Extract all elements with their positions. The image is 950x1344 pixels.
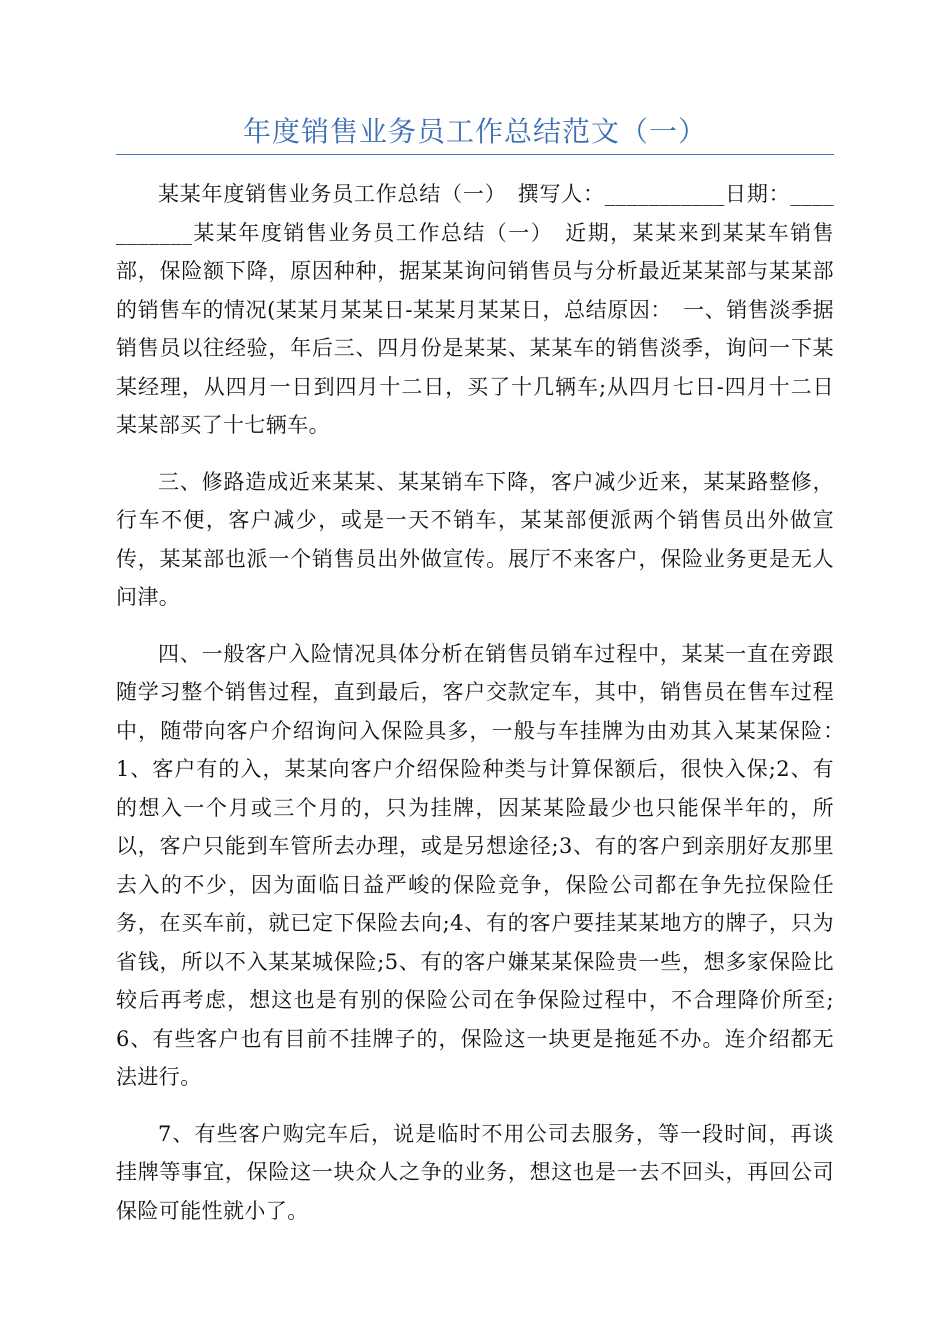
paragraph-after-purchase: 7、有些客户购完车后，说是临时不用公司去服务，等一段时间，再谈挂牌等事宜，保险这一块众人之争的业务，想这也是一去不回头，再回公司保险可能性就小了。: [116, 1121, 834, 1223]
title-underline: [116, 154, 834, 155]
document-title: 年度销售业务员工作总结范文（一）: [242, 115, 707, 148]
paragraph-intro: 某某年度销售业务员工作总结（一） 撰写人：___________日期：___________某某年度销售业务员工作总结（一） 近期，某某来到某某车销售部，保险额下降，原因种种，据某某询问销售员与分析最近某某部与某某部的销售车的情况(某某月某某日-某某月某某日，总结原因： 一、销售淡季据销售员以往经验，年后三、四月份是某某、某某车的销售淡季，询问一下某某经理，从四月一日到四月十二日，买了十几辆车;从四月七日-四月十二日某某部买了十七辆车。: [116, 182, 834, 437]
paragraph-road-repair: 三、修路造成近来某某、某某销车下降，客户减少近来，某某路整修，行车不便，客户减少，或是一天不销车，某某部便派两个销售员出外做宣传，某某部也派一个销售员出外做宣传。展厅不来客户，保险业务更是无人问津。: [116, 469, 834, 609]
paragraph-insurance-analysis: 四、一般客户入险情况具体分析在销售员销车过程中，某某一直在旁跟随学习整个销售过程，直到最后，客户交款定车，其中，销售员在售车过程中，随带向客户介绍询问入保险具多，一般与车挂牌为由劝其入某某保险： 1、客户有的入，某某向客户介绍保险种类与计算保额后，很快入保;2、有的想入一个月或三个月的，只为挂牌，因某某险最少也只能保半年的，所以，客户只能到车管所去办理，或是另想途径;3、有的客户到亲朋好友那里去入的不少，因为面临日益严峻的保险竞争，保险公司都在争先拉保险任务，在买车前，就已定下保险去向;4、有的客户要挂某某地方的牌子，只为省钱，所以不入某某城保险;5、有的客户嫌某某保险贵一些，想多家保险比较后再考虑，想这也是有别的保险公司在争保险过程中，不合理降价所至;6、有些客户也有目前不挂牌子的，保险这一块更是拖延不办。连介绍都无法进行。: [116, 641, 856, 1089]
document-body: [116, 175, 856, 1248]
